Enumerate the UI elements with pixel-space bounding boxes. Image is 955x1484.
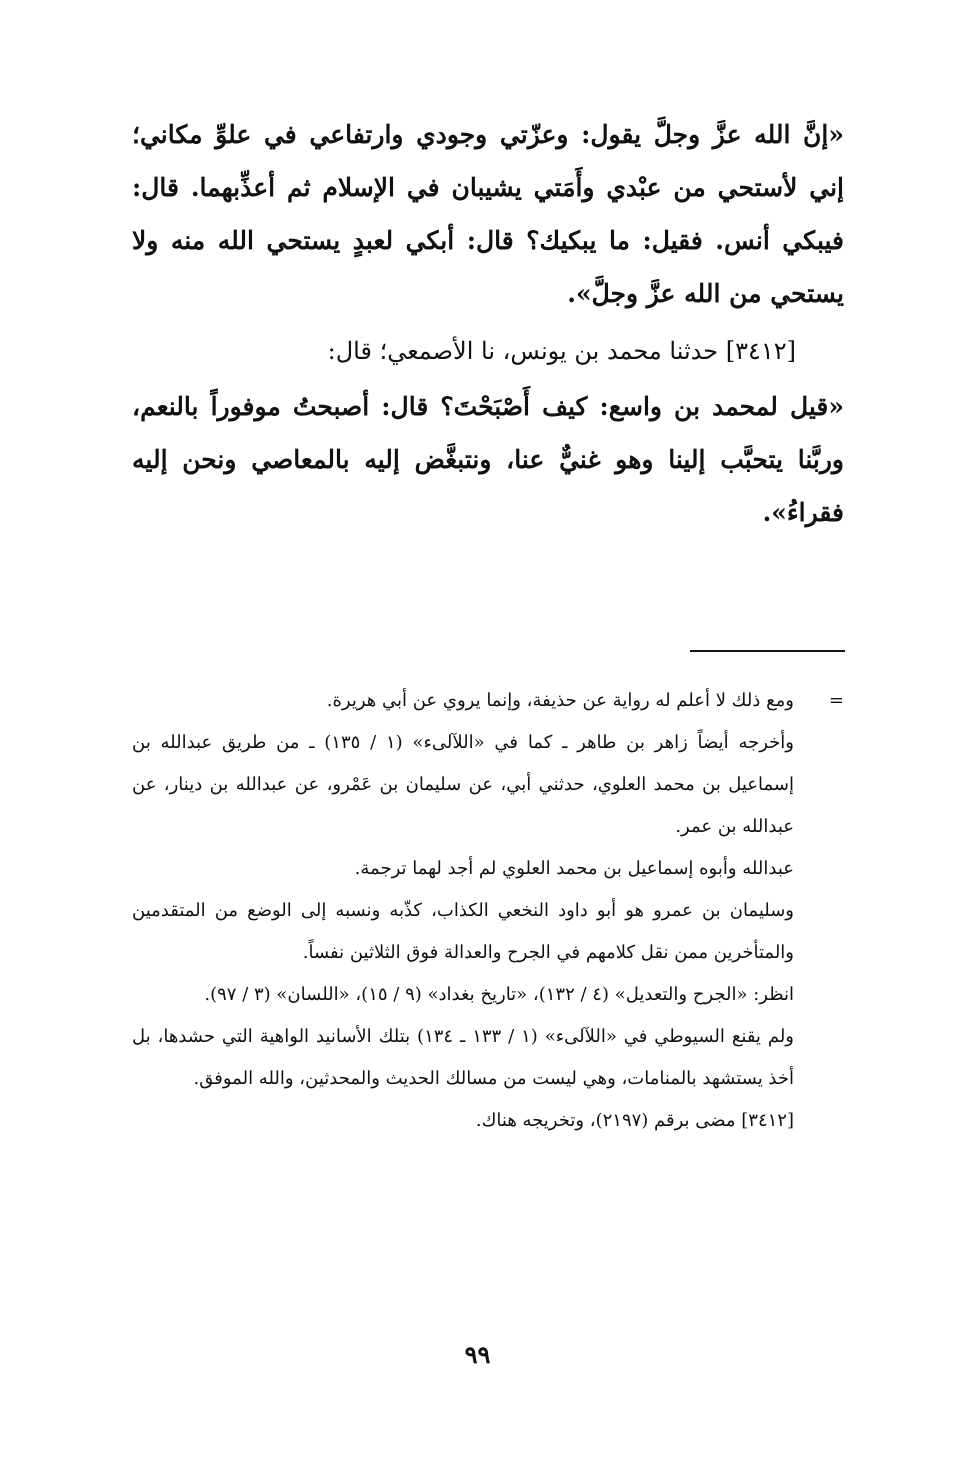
footnote-paragraph: وأخرجه أيضاً زاهر بن طاهر ـ كما في «اللآلىء» (١ / ١٣٥) ـ من طريق عبدالله بن إسماعيل بن محمد العلوي، حدثني أبي، عن سليمان بن عَمْرو، عن عبدالله بن دينار، عن عبدالله بن عمر. bbox=[132, 732, 794, 837]
page-number: ٩٩ bbox=[464, 1340, 491, 1369]
footnote-paragraph: وسليمان بن عمرو هو أبو داود النخعي الكذاب، كذّبه ونسبه إلى الوضع من المتقدمين والمتأخرين ممن نقل كلامهم في الجرح والعدالة فوق الثلاثين نفساً. bbox=[132, 900, 795, 963]
footnote-paragraph: انظر: «الجرح والتعديل» (٤ / ١٣٢)، «تاريخ بغداد» (٩ / ١٥)، «اللسان» (٣ / ٩٧). bbox=[204, 984, 794, 1005]
main-text bbox=[132, 108, 844, 539]
footnote-paragraph: عبدالله وأبوه إسماعيل بن محمد العلوي لم أجد لهما ترجمة. bbox=[354, 858, 794, 879]
footnote-paragraph: ولم يقنع السيوطي في «اللآلىء» (١ / ١٣٣ ـ ١٣٤) بتلك الأسانيد الواهية التي حشدها، بل أخذ يستشهد بالمنامات، وهي ليست من مسالك الحديث والمحدثين، والله الموفق. bbox=[132, 1026, 795, 1089]
footnote-continuation-mark: = bbox=[828, 690, 844, 711]
narration-paragraph: «قيل لمحمد بن واسع: كيف أَصْبَحْتَ؟ قال: أصبحتُ موفوراً بالنعم، وربَّنا يتحبَّب إلينا وهو غنيٌّ عنا، ونتبغَّض إليه بالمعاصي ونحن إليه فقراءُ». bbox=[132, 392, 844, 527]
hadith-paragraph: «إنَّ الله عزَّ وجلَّ يقول: وعزّتي وجودي وارتفاعي في علوِّ مكاني؛ إني لأستحي من عبْدي وأَمَتي يشيبان في الإسلام ثم أعذِّبهما. قال: فيبكي أنس. فقيل: ما يبكيك؟ قال: أبكي لعبدٍ يستحي الله منه ولا يستحي من الله عزَّ وجلَّ». bbox=[132, 120, 844, 308]
isnad-paragraph: [٣٤١٢] حدثنا محمد بن يونس، نا الأصمعي؛ قال: bbox=[327, 337, 796, 365]
footnotes-section bbox=[132, 680, 844, 1142]
footnote-separator bbox=[690, 650, 845, 652]
footnote-paragraph: ومع ذلك لا أعلم له رواية عن حذيفة، وإنما يروي عن أبي هريرة. bbox=[326, 690, 794, 711]
footnote-paragraph: [٣٤١٢] مضى برقم (٢١٩٧)، وتخريجه هناك. bbox=[475, 1110, 794, 1131]
